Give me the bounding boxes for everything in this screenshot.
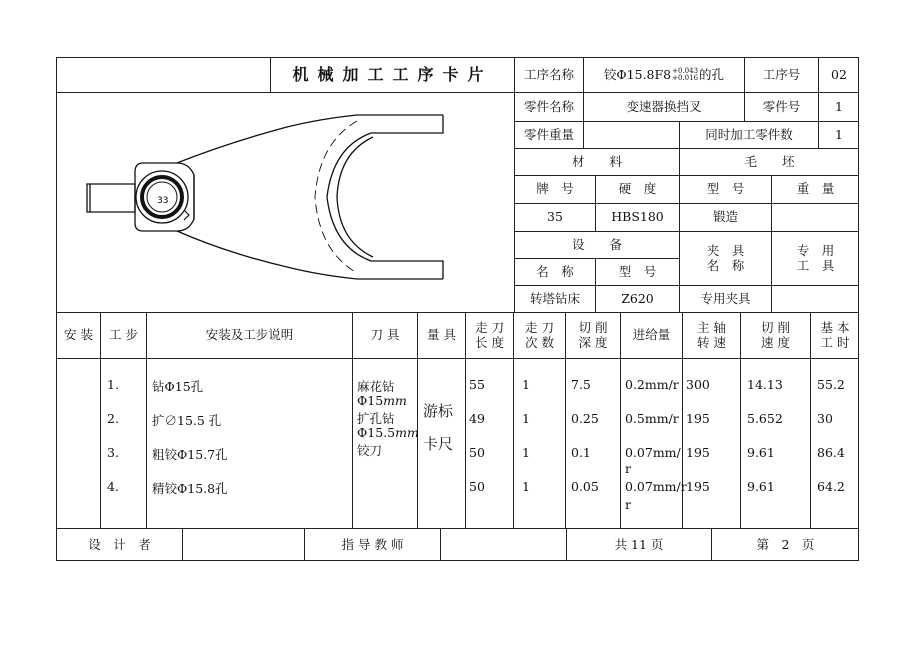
process-card xyxy=(56,57,859,561)
col-step: 工 步 xyxy=(109,327,138,343)
part-no-label: 零件号 xyxy=(762,98,801,114)
blank-weight-label: 重 量 xyxy=(796,181,835,197)
blank-type-label: 型 号 xyxy=(706,181,745,197)
step-feed: 0.07mm/r xyxy=(625,479,687,494)
hardness-value: HBS180 xyxy=(611,209,664,225)
col-depth: 切 削 深 度 xyxy=(578,320,608,350)
step-time: 86.4 xyxy=(817,445,845,460)
shift-fork-drawing xyxy=(57,93,513,312)
card-title: 机械加工工序卡片 xyxy=(292,64,493,84)
tool-drill-size: Φ15mm xyxy=(357,393,407,408)
tool-drill: 麻花钻 xyxy=(357,379,395,394)
simul-label: 同时加工零件数 xyxy=(705,126,793,142)
page-number: 第 2 页 xyxy=(756,536,815,552)
part-weight-value xyxy=(584,122,679,148)
step-no: 2. xyxy=(107,411,119,426)
grade-label: 牌 号 xyxy=(536,181,574,197)
special-tool-value xyxy=(772,286,859,312)
hardness-label: 硬 度 xyxy=(618,181,657,197)
step-speed: 14.13 xyxy=(747,377,783,392)
step-speed: 9.61 xyxy=(747,445,775,460)
process-name-value: 铰Φ15.8F8 +0.043 +0.016 的孔 xyxy=(603,66,725,82)
col-gauge: 量 具 xyxy=(427,327,456,343)
step-times: 1 xyxy=(522,445,530,460)
col-spindle: 主 轴 转 速 xyxy=(697,320,726,350)
step-length: 50 xyxy=(469,479,485,494)
step-time: 30 xyxy=(817,411,833,426)
equip-name-label: 名 称 xyxy=(536,263,574,279)
step-depth: 0.25 xyxy=(571,411,599,426)
fixture-label: 夹 具 名 称 xyxy=(706,243,745,273)
step-length: 49 xyxy=(469,411,485,426)
special-tool-label: 专 用 工 具 xyxy=(796,243,835,273)
process-no-label: 工序号 xyxy=(762,66,801,82)
process-name-label: 工序名称 xyxy=(523,66,574,82)
step-desc: 钻Φ15孔 xyxy=(152,379,204,394)
simul-value: 1 xyxy=(835,126,843,142)
step-desc: 粗铰Φ15.7孔 xyxy=(152,447,228,462)
step-no: 1. xyxy=(107,377,119,392)
step-speed: 5.652 xyxy=(747,411,783,426)
step-desc: 扩∅15.5 孔 xyxy=(152,413,222,428)
process-no-value: 02 xyxy=(831,66,847,82)
step-desc: 精铰Φ15.8孔 xyxy=(152,481,228,496)
tool-reamer: 铰刀 xyxy=(357,443,383,458)
step-time: 64.2 xyxy=(817,479,845,494)
col-tool: 刀 具 xyxy=(370,327,400,343)
col-times: 走 刀 次 数 xyxy=(525,320,554,350)
drawing-mark: 33 xyxy=(157,196,169,206)
step-depth: 7.5 xyxy=(571,377,591,392)
advisor-label: 指 导 教 师 xyxy=(341,536,404,552)
col-install: 安 装 xyxy=(64,327,93,343)
total-pages: 共 11 页 xyxy=(614,536,664,552)
step-speed: 9.61 xyxy=(747,479,775,494)
step-feed: 0.2mm/r xyxy=(625,377,679,392)
blank-type-value: 锻造 xyxy=(712,209,738,225)
col-desc: 安装及工步说明 xyxy=(205,327,294,343)
step-times: 1 xyxy=(522,411,530,426)
step-rpm: 195 xyxy=(686,411,710,426)
step-depth: 0.1 xyxy=(571,445,591,460)
col-length: 走 刀 长 度 xyxy=(475,320,504,350)
step-times: 1 xyxy=(522,377,530,392)
equip-name-value: 转塔钻床 xyxy=(529,290,580,306)
fixture-value: 专用夹具 xyxy=(700,290,751,306)
step-no: 3. xyxy=(107,445,119,460)
step-times: 1 xyxy=(522,479,530,494)
equipment-label: 设 备 xyxy=(571,236,622,252)
equip-model-label: 型 号 xyxy=(618,263,657,279)
step-feed: 0.5mm/r xyxy=(625,411,679,426)
col-speed: 切 削 速 度 xyxy=(761,320,790,350)
step-rpm: 300 xyxy=(686,377,710,392)
part-name-label: 零件名称 xyxy=(523,98,574,114)
step-feed-wrap: r xyxy=(625,497,631,512)
step-length: 55 xyxy=(469,377,485,392)
grade-value: 35 xyxy=(547,209,563,225)
blank-label: 毛 坯 xyxy=(744,153,795,169)
step-rpm: 195 xyxy=(686,479,710,494)
advisor-value xyxy=(441,529,566,561)
step-feed-wrap: r xyxy=(625,461,631,476)
designer-value xyxy=(183,529,304,561)
step-rpm: 195 xyxy=(686,445,710,460)
gauge-text-2: 卡尺 xyxy=(423,435,454,453)
tool-counterbore-size: Φ15.5mm xyxy=(357,425,419,440)
step-time: 55.2 xyxy=(817,377,845,392)
part-name-value: 变速器换挡叉 xyxy=(626,98,702,114)
step-length: 50 xyxy=(469,445,485,460)
step-no: 4. xyxy=(107,479,119,494)
col-time: 基 本 工 时 xyxy=(820,320,850,350)
designer-label: 设 计 者 xyxy=(88,536,151,552)
step-feed: 0.07mm/ xyxy=(625,445,681,460)
equip-model-value: Z620 xyxy=(621,290,654,306)
gauge-text-1: 游标 xyxy=(423,402,454,420)
step-depth: 0.05 xyxy=(571,479,599,494)
blank-weight-value xyxy=(772,204,859,231)
part-no-value: 1 xyxy=(835,98,843,114)
col-feed: 进给量 xyxy=(632,327,671,343)
material-label: 材 料 xyxy=(571,153,622,169)
tool-counterbore: 扩孔钻 xyxy=(357,411,395,426)
part-weight-label: 零件重量 xyxy=(523,126,574,142)
